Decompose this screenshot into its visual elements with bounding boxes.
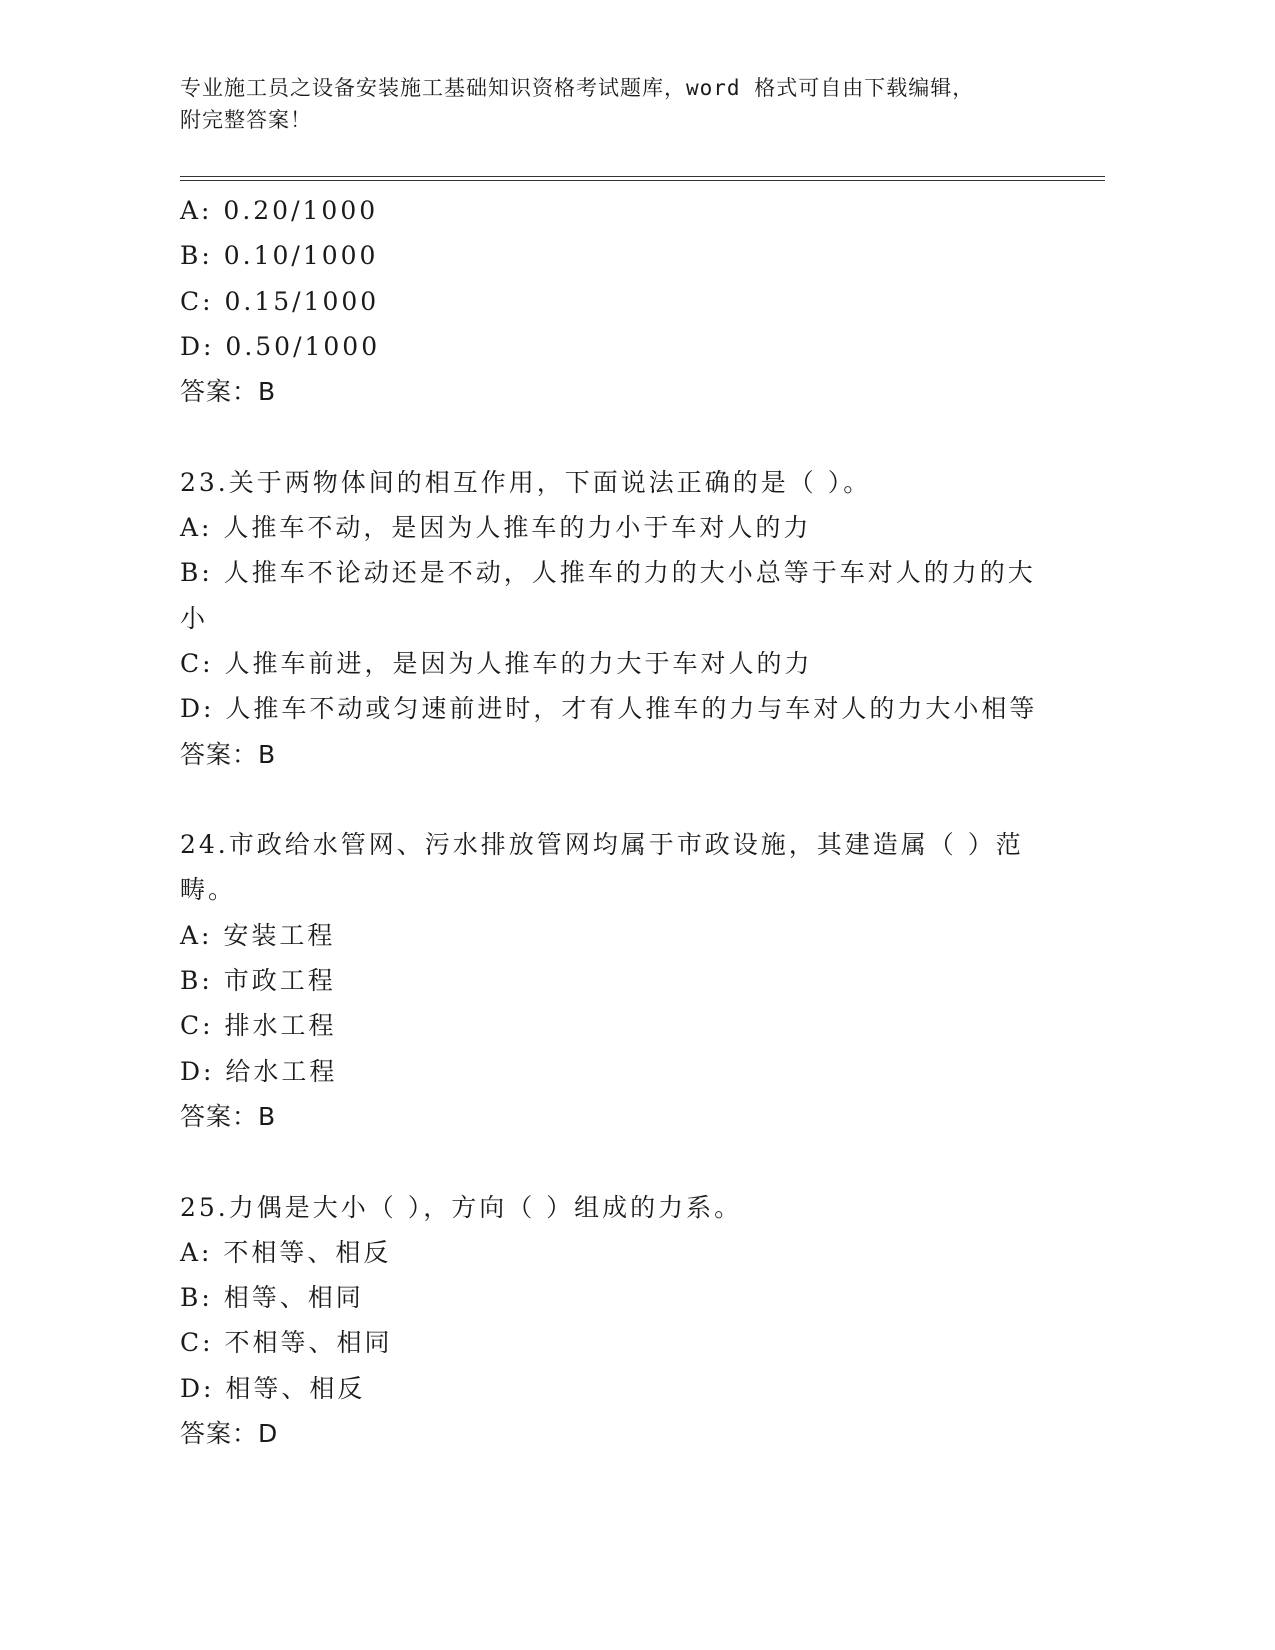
question-text: 24.市政给水管网、污水排放管网均属于市政设施，其建造属（ ）范畴。 bbox=[180, 830, 1024, 905]
question-block-22 bbox=[180, 188, 1040, 414]
option-d: D: 相等、相反 bbox=[180, 1373, 366, 1403]
question-block-25 bbox=[180, 1185, 1040, 1457]
option-b: B: 相等、相同 bbox=[180, 1283, 364, 1313]
option-c: C: 0.15/1000 bbox=[180, 286, 380, 316]
option-c: C: 不相等、相同 bbox=[180, 1328, 393, 1358]
option-b: B: 市政工程 bbox=[180, 966, 336, 996]
option-a: A: 不相等、相反 bbox=[180, 1237, 392, 1267]
question-block-24 bbox=[180, 822, 1040, 1139]
answer-line: 答案：B bbox=[180, 377, 277, 407]
option-a: A: 安装工程 bbox=[180, 920, 336, 950]
option-d: D: 人推车不动或匀速前进时，才有人推车的力与车对人的力大小相等 bbox=[180, 694, 1038, 724]
option-d: D: 0.50/1000 bbox=[180, 331, 381, 361]
option-b: B: 0.10/1000 bbox=[180, 241, 379, 271]
option-b: B: 人推车不论动还是不动，人推车的力的大小总等于车对人的力的大小 bbox=[180, 558, 1036, 633]
question-block-23 bbox=[180, 460, 1040, 777]
header-line-2: 附完整答案！ bbox=[180, 108, 312, 132]
answer-line: 答案：D bbox=[180, 1419, 279, 1449]
document-header bbox=[180, 72, 1040, 136]
option-a: A: 人推车不动，是因为人推车的力小于车对人的力 bbox=[180, 513, 812, 543]
question-text: 25.力偶是大小（ ），方向（ ）组成的力系。 bbox=[180, 1192, 743, 1222]
option-c: C: 排水工程 bbox=[180, 1011, 337, 1041]
header-line-1: 专业施工员之设备安装施工基础知识资格考试题库，word 格式可自由下载编辑， bbox=[180, 76, 975, 100]
question-text: 23.关于两物体间的相互作用，下面说法正确的是（ ）。 bbox=[180, 467, 872, 497]
option-a: A: 0.20/1000 bbox=[180, 196, 379, 225]
question-list bbox=[180, 188, 1040, 1456]
answer-line: 答案：B bbox=[180, 739, 277, 769]
answer-line: 答案：B bbox=[180, 1101, 277, 1131]
header-divider bbox=[180, 176, 1105, 181]
option-d: D: 给水工程 bbox=[180, 1056, 338, 1086]
option-c: C: 人推车前进，是因为人推车的力大于车对人的力 bbox=[180, 648, 813, 678]
